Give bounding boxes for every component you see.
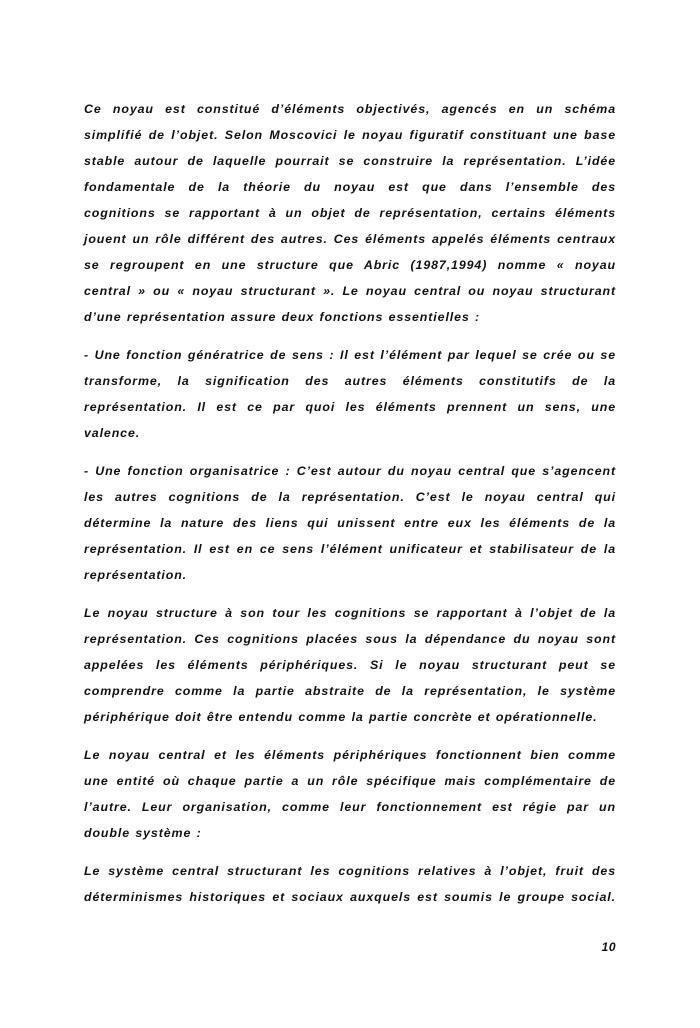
text-line: - Une fonction génératrice de sens : Il est l’élément par lequel se crée ou se bbox=[84, 348, 616, 362]
text-line: double système : bbox=[84, 826, 202, 840]
text-line: déterminismes historiques et sociaux auxquels est soumis le groupe social. bbox=[84, 890, 616, 904]
paragraph-fonction-organisatrice bbox=[84, 458, 616, 588]
text-line: représentation. bbox=[84, 568, 188, 582]
text-line: l’autre. Leur organisation, comme leur fonctionnement est régie par un bbox=[84, 800, 616, 814]
text-line: représentation. Ces cognitions placées sous la dépendance du noyau sont bbox=[84, 632, 616, 646]
text-line: représentation. Il est en ce sens l’élément unificateur et stabilisateur de la bbox=[84, 542, 616, 556]
text-line: stable autour de laquelle pourrait se construire la représentation. L’idée bbox=[84, 154, 616, 168]
text-line: d’une représentation assure deux fonctions essentielles : bbox=[84, 310, 481, 324]
text-line: représentation. Il est ce par quoi les éléments prennent un sens, une bbox=[84, 400, 616, 414]
paragraph-noyau-definition bbox=[84, 96, 616, 330]
text-line: une entité où chaque partie a un rôle spécifique mais complémentaire de bbox=[84, 774, 616, 788]
text-line: valence. bbox=[84, 426, 141, 440]
text-line: périphérique doit être entendu comme la partie concrète et opérationnelle. bbox=[84, 710, 598, 724]
text-line: se regroupent en une structure que Abric (1987,1994) nomme « noyau bbox=[84, 258, 616, 272]
text-line: Ce noyau est constitué d’éléments objectivés, agencés en un schéma bbox=[84, 102, 616, 116]
text-line: Le système central structurant les cognitions relatives à l’objet, fruit des bbox=[84, 864, 616, 878]
text-line: Le noyau central et les éléments périphériques fonctionnent bien comme bbox=[84, 748, 616, 762]
text-line: jouent un rôle différent des autres. Ces éléments appelés éléments centraux bbox=[84, 232, 616, 246]
text-line: les autres cognitions de la représentation. C’est le noyau central qui bbox=[84, 490, 616, 504]
page-body bbox=[84, 96, 616, 922]
text-line: fondamentale de la théorie du noyau est que dans l’ensemble des bbox=[84, 180, 616, 194]
paragraph-elements-peripheriques bbox=[84, 600, 616, 730]
text-line: appelées les éléments périphériques. Si le noyau structurant peut se bbox=[84, 658, 616, 672]
text-line: Le noyau structure à son tour les cognitions se rapportant à l’objet de la bbox=[84, 606, 616, 620]
text-line: simplifié de l’objet. Selon Moscovici le noyau figuratif constituant une base bbox=[84, 128, 616, 142]
page-number: 10 bbox=[601, 940, 616, 954]
text-line: comprendre comme la partie abstraite de la représentation, le système bbox=[84, 684, 616, 698]
text-line: - Une fonction organisatrice : C’est autour du noyau central que s’agencent bbox=[84, 464, 616, 478]
paragraph-fonction-generatrice bbox=[84, 342, 616, 446]
text-line: détermine la nature des liens qui unissent entre eux les éléments de la bbox=[84, 516, 616, 530]
text-line: central » ou « noyau structurant ». Le noyau central ou noyau structurant bbox=[84, 284, 616, 298]
text-line: cognitions se rapportant à un objet de représentation, certains éléments bbox=[84, 206, 616, 220]
paragraph-systeme-central bbox=[84, 858, 616, 910]
paragraph-double-systeme bbox=[84, 742, 616, 846]
text-line: transforme, la signification des autres éléments constitutifs de la bbox=[84, 374, 616, 388]
